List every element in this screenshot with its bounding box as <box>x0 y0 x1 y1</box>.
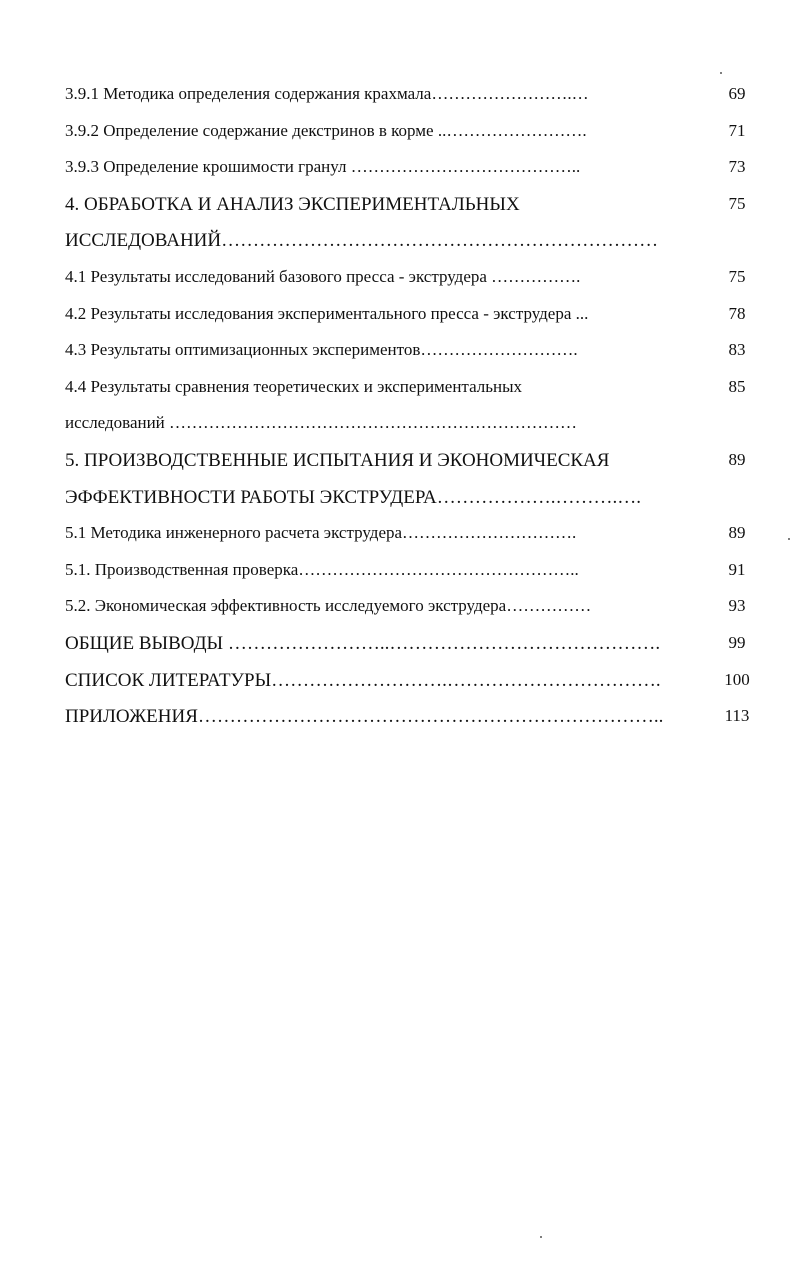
toc-entry <box>0 195 799 268</box>
toc-entry-title: СПИСОК ЛИТЕРАТУРЫ……………………….……………………………. <box>65 669 661 691</box>
toc-entry <box>0 451 799 524</box>
toc-entry-title: 4.3 Результаты оптимизационных экспериментов………………………. <box>65 340 578 360</box>
toc-entry-page-number: 89 <box>728 450 746 469</box>
toc-entry-title: ОБЩИЕ ВЫВОДЫ ……………………..……………………………………. <box>65 633 661 654</box>
toc-entry-page-number: 78 <box>728 303 746 323</box>
toc-entry <box>0 341 799 378</box>
toc-entry <box>0 158 799 195</box>
toc-entry <box>0 561 799 598</box>
toc-entry-title: 4.4 Результаты сравнения теоретических и экспериментальных <box>65 376 523 396</box>
toc-entry-title: 3.9.1 Методика определения содержания крахмала…………………….… <box>65 84 589 103</box>
toc-entry <box>0 268 799 305</box>
toc-entry <box>0 707 799 744</box>
toc-entry-page-number: 93 <box>728 596 746 616</box>
toc-entry-title-continued: ЭФФЕКТИВНОСТИ РАБОТЫ ЭКСТРУДЕРА……………….……….…. <box>65 486 641 508</box>
scan-speck <box>540 1236 542 1238</box>
toc-entry-page-number: 100 <box>724 669 750 689</box>
toc-entry <box>0 671 799 708</box>
toc-entry-page-number: 73 <box>728 157 746 177</box>
toc-entry-title: 3.9.3 Определение крошимости гранул ………………………………….. <box>65 157 581 177</box>
toc-entry <box>0 597 799 634</box>
toc-entry-page-number: 85 <box>728 376 746 396</box>
toc-entry-page-number: 99 <box>728 633 746 652</box>
toc-entry <box>0 634 799 671</box>
toc-entry-page-number: 71 <box>728 120 746 140</box>
toc-entry-page-number: 89 <box>728 523 746 543</box>
toc-entry-page-number: 113 <box>724 706 750 726</box>
toc-entry-title: 4.2 Результаты исследования экспериментального пресса - экструдера ... <box>65 303 589 323</box>
toc-entry-title: 5.1. Производственная проверка………………………………………….. <box>65 559 579 579</box>
toc-entry <box>0 378 799 451</box>
toc-entry-title: 4. ОБРАБОТКА И АНАЛИЗ ЭКСПЕРИМЕНТАЛЬНЫХ <box>65 193 520 215</box>
toc-entry-title: 5. ПРОИЗВОДСТВЕННЫЕ ИСПЫТАНИЯ И ЭКОНОМИЧЕСКАЯ <box>65 450 610 471</box>
toc-entry-title: 5.1 Методика инженерного расчета экструдера…………………………. <box>65 523 577 543</box>
toc-entry-page-number: 69 <box>728 84 746 103</box>
toc-entry <box>0 524 799 561</box>
toc-entry-page-number: 75 <box>728 193 746 213</box>
toc-entry-title-continued: ИССЛЕДОВАНИЙ…………………………………………………………… <box>65 230 659 252</box>
toc-entry <box>0 85 799 122</box>
scan-speck <box>720 72 722 74</box>
toc-entry <box>0 122 799 159</box>
toc-entry-title: ПРИЛОЖЕНИЯ……………………………………………………………….. <box>65 706 664 728</box>
toc-entry-page-number: 75 <box>728 267 746 286</box>
toc-entry-title: 5.2. Экономическая эффективность исследуемого экструдера…………… <box>65 596 592 616</box>
toc-entry-title: 4.1 Результаты исследований базового пресса - экструдера ……………. <box>65 267 581 286</box>
toc-entry <box>0 305 799 342</box>
toc-entry-title-continued: исследований ……………………………………………………………… <box>65 413 578 433</box>
toc-entry-page-number: 83 <box>728 340 746 360</box>
toc-entry-title: 3.9.2 Определение содержание декстринов в корме ..……………………. <box>65 120 587 140</box>
toc-entry-page-number: 91 <box>728 559 746 579</box>
